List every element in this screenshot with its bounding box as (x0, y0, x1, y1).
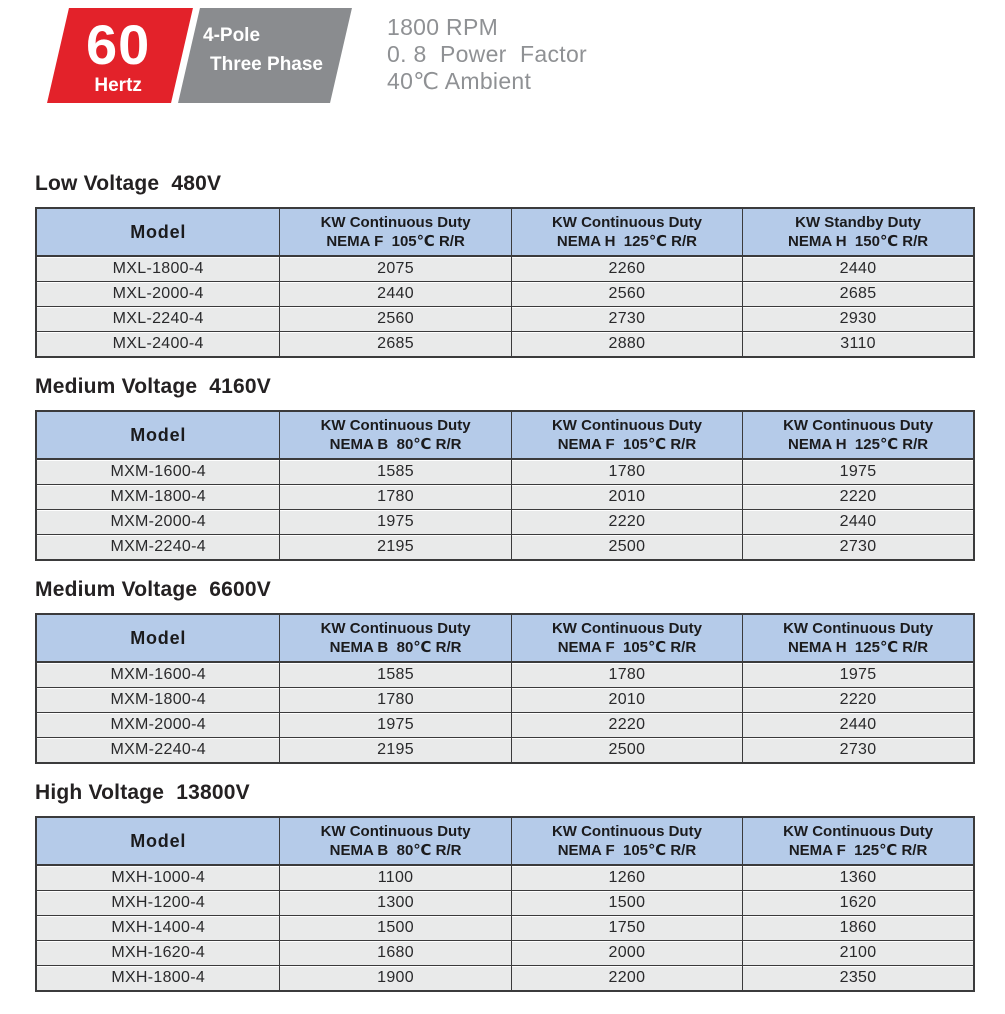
pole-count-label: 4-Pole (203, 25, 261, 46)
hertz-badge (47, 8, 193, 103)
kw-value-cell: 1975 (743, 662, 974, 688)
kw-value-cell: 1300 (280, 891, 511, 916)
kw-value-cell: 1680 (280, 941, 511, 966)
section-title-low-voltage (35, 172, 975, 196)
table-row (36, 865, 974, 891)
hertz-badge-inner (56, 13, 180, 111)
table-row (36, 332, 974, 358)
table-row (36, 282, 974, 307)
kw-value-cell: 2730 (743, 738, 974, 764)
section-title-voltage: 4160V (209, 375, 271, 398)
table-row (36, 510, 974, 535)
model-cell: MXH-1200-4 (36, 891, 280, 916)
model-cell: MXM-2240-4 (36, 738, 280, 764)
column-header-sublabel: NEMA F 105℃ R/R (326, 233, 465, 250)
column-header-label: Model (130, 830, 187, 851)
spec-rpm: 1800 RPM (387, 14, 499, 40)
column-header-label: KW Continuous Duty (320, 417, 471, 434)
kw-value-cell: 1100 (280, 865, 511, 891)
kw-value-cell: 1900 (280, 966, 511, 992)
section-title-voltage: 13800V (176, 781, 250, 804)
section-title-voltage: 6600V (209, 578, 271, 601)
kw-value-cell: 1780 (280, 688, 511, 713)
table-row (36, 713, 974, 738)
table-body (36, 662, 974, 763)
model-cell: MXL-2240-4 (36, 307, 280, 332)
spec-power-factor: 0. 8 Power Factor (387, 41, 587, 67)
column-header-label: KW Continuous Duty (551, 620, 702, 637)
table-row (36, 256, 974, 282)
model-cell: MXM-1600-4 (36, 662, 280, 688)
kw-value-cell: 2195 (280, 535, 511, 561)
kw-value-cell: 2440 (280, 282, 511, 307)
column-header-sublabel: NEMA H 125℃ R/R (787, 436, 929, 453)
section-title-voltage: 480V (171, 172, 222, 195)
column-header-label: KW Continuous Duty (551, 417, 702, 434)
table-body (36, 256, 974, 357)
section-title-medium-voltage-6600 (35, 578, 975, 602)
kw-value-cell: 2685 (743, 282, 974, 307)
model-cell: MXM-2240-4 (36, 535, 280, 561)
header-banner (58, 8, 1005, 103)
kw-value-cell: 1975 (280, 510, 511, 535)
section-title-label: Low Voltage (35, 172, 160, 195)
column-header-sublabel: NEMA F 105℃ R/R (557, 639, 697, 656)
kw-value-cell: 2010 (511, 485, 742, 510)
model-cell: MXH-1800-4 (36, 966, 280, 992)
column-header-label: KW Continuous Duty (783, 823, 934, 840)
table-header-row (36, 411, 974, 459)
column-header-label: Model (130, 221, 187, 242)
section-title-high-voltage (35, 781, 975, 805)
column-header-sublabel: NEMA H 125℃ R/R (556, 233, 697, 250)
table-row (36, 688, 974, 713)
table-row (36, 485, 974, 510)
column-header (743, 614, 974, 662)
kw-value-cell: 2000 (511, 941, 742, 966)
column-header-label: Model (130, 424, 187, 445)
kw-value-cell: 2880 (511, 332, 742, 358)
spec-table-medium-voltage-4160 (35, 410, 975, 561)
kw-value-cell: 1975 (743, 459, 974, 485)
column-header-model (36, 614, 280, 662)
kw-value-cell: 2220 (743, 485, 974, 510)
kw-value-cell: 2730 (511, 307, 742, 332)
column-header-label: KW Standby Duty (795, 214, 921, 231)
table-row (36, 738, 974, 764)
hertz-unit: Hertz (94, 75, 142, 96)
spec-table-medium-voltage-6600 (35, 613, 975, 764)
table-row (36, 307, 974, 332)
column-header-sublabel: NEMA B 80℃ R/R (329, 639, 462, 656)
column-header-label: KW Continuous Duty (783, 620, 934, 637)
column-header-label: KW Continuous Duty (783, 417, 934, 434)
kw-value-cell: 2440 (743, 510, 974, 535)
model-cell: MXM-1800-4 (36, 688, 280, 713)
kw-value-cell: 2260 (511, 256, 742, 282)
model-cell: MXM-2000-4 (36, 510, 280, 535)
spec-list (387, 14, 587, 95)
column-header (280, 411, 511, 459)
table-body (36, 459, 974, 560)
kw-value-cell: 2100 (743, 941, 974, 966)
kw-value-cell: 2930 (743, 307, 974, 332)
phase-label: Three Phase (210, 54, 323, 75)
kw-value-cell: 2440 (743, 256, 974, 282)
section-title-label: High Voltage (35, 781, 165, 804)
section-title-label: Medium Voltage (35, 375, 198, 398)
table-row (36, 941, 974, 966)
model-cell: MXM-2000-4 (36, 713, 280, 738)
kw-value-cell: 1975 (280, 713, 511, 738)
column-header (743, 411, 974, 459)
kw-value-cell: 1585 (280, 459, 511, 485)
pole-badge (178, 8, 352, 103)
table-row (36, 966, 974, 992)
spec-ambient: 40℃ Ambient (387, 68, 532, 94)
column-header-label: KW Continuous Duty (320, 214, 471, 231)
kw-value-cell: 1860 (743, 916, 974, 941)
column-header (280, 208, 511, 256)
kw-value-cell: 2350 (743, 966, 974, 992)
kw-value-cell: 2500 (511, 535, 742, 561)
kw-value-cell: 2220 (511, 510, 742, 535)
section-title-label: Medium Voltage (35, 578, 198, 601)
table-row (36, 916, 974, 941)
column-header-sublabel: NEMA H 125℃ R/R (787, 639, 929, 656)
column-header-label: Model (130, 627, 187, 648)
hertz-value: 60 (85, 13, 151, 76)
column-header (511, 614, 742, 662)
model-cell: MXL-2400-4 (36, 332, 280, 358)
column-header-sublabel: NEMA F 105℃ R/R (557, 842, 697, 859)
kw-value-cell: 2560 (511, 282, 742, 307)
kw-value-cell: 2010 (511, 688, 742, 713)
spec-table-high-voltage (35, 816, 975, 992)
kw-value-cell: 2500 (511, 738, 742, 764)
column-header (743, 817, 974, 865)
model-cell: MXH-1400-4 (36, 916, 280, 941)
kw-value-cell: 1260 (511, 865, 742, 891)
kw-value-cell: 2220 (511, 713, 742, 738)
column-header (511, 817, 742, 865)
column-header-sublabel: NEMA H 150℃ R/R (787, 233, 929, 250)
column-header-label: KW Continuous Duty (320, 620, 471, 637)
kw-value-cell: 1750 (511, 916, 742, 941)
content-area (35, 172, 975, 992)
pole-badge-inner (189, 8, 341, 103)
kw-value-cell: 1500 (511, 891, 742, 916)
column-header-sublabel: NEMA F 105℃ R/R (557, 436, 697, 453)
table-row (36, 891, 974, 916)
kw-value-cell: 2560 (280, 307, 511, 332)
kw-value-cell: 2075 (280, 256, 511, 282)
table-body (36, 865, 974, 991)
table-header-row (36, 817, 974, 865)
kw-value-cell: 2195 (280, 738, 511, 764)
kw-value-cell: 1500 (280, 916, 511, 941)
model-cell: MXM-1800-4 (36, 485, 280, 510)
section-title-medium-voltage-4160 (35, 375, 975, 399)
kw-value-cell: 2220 (743, 688, 974, 713)
kw-value-cell: 2440 (743, 713, 974, 738)
column-header (511, 208, 742, 256)
column-header (280, 817, 511, 865)
column-header-label: KW Continuous Duty (551, 823, 702, 840)
kw-value-cell: 1780 (280, 485, 511, 510)
column-header-label: KW Continuous Duty (320, 823, 471, 840)
model-cell: MXL-2000-4 (36, 282, 280, 307)
column-header (511, 411, 742, 459)
kw-value-cell: 1585 (280, 662, 511, 688)
table-row (36, 662, 974, 688)
column-header-sublabel: NEMA F 125℃ R/R (788, 842, 928, 859)
model-cell: MXH-1000-4 (36, 865, 280, 891)
spec-table-low-voltage (35, 207, 975, 358)
column-header-model (36, 817, 280, 865)
table-row (36, 459, 974, 485)
kw-value-cell: 1620 (743, 891, 974, 916)
model-cell: MXM-1600-4 (36, 459, 280, 485)
column-header-model (36, 411, 280, 459)
table-header-row (36, 208, 974, 256)
kw-value-cell: 3110 (743, 332, 974, 358)
table-row (36, 535, 974, 561)
kw-value-cell: 2685 (280, 332, 511, 358)
kw-value-cell: 2200 (511, 966, 742, 992)
column-header-sublabel: NEMA B 80℃ R/R (329, 842, 462, 859)
column-header-label: KW Continuous Duty (551, 214, 702, 231)
kw-value-cell: 1360 (743, 865, 974, 891)
kw-value-cell: 1780 (511, 662, 742, 688)
kw-value-cell: 1780 (511, 459, 742, 485)
column-header-sublabel: NEMA B 80℃ R/R (329, 436, 462, 453)
kw-value-cell: 2730 (743, 535, 974, 561)
model-cell: MXL-1800-4 (36, 256, 280, 282)
column-header (743, 208, 974, 256)
column-header (280, 614, 511, 662)
model-cell: MXH-1620-4 (36, 941, 280, 966)
table-header-row (36, 614, 974, 662)
column-header-model (36, 208, 280, 256)
